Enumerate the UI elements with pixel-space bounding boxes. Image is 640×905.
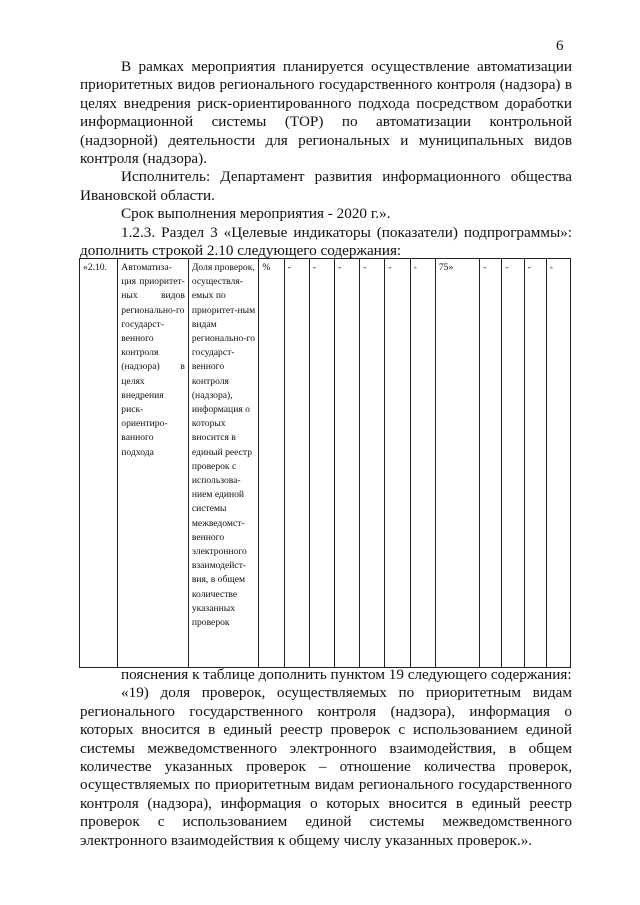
value-cell: -	[502, 259, 524, 668]
paragraph-explanation-intro: пояснения к таблице дополнить пунктом 19 следующего содержания:	[121, 666, 572, 683]
indicator-name-cell: Доля проверок, осуществля-емых по приоритет-ным видам регионально-го государст-венного контроля (надзора), информация о которых вносится в единый реестр проверок с использова-нием единой системы межведомст-венного электронного взаимодейст-вия, в общем количестве указанных проверок	[188, 259, 259, 668]
paragraph-section-3: 1.2.3. Раздел 3 «Целевые индикаторы (показатели) подпрограммы»: дополнить строкой 2.10 следующего содержания:	[80, 223, 572, 260]
top-text-block	[80, 58, 572, 260]
value-cell: -	[385, 259, 410, 668]
measure-name-cell: Автоматиза-ция приоритет-ных видов регионально-го государст-венного контроля (надзора) в целях внедрения риск-ориентиро-ванного подхода	[118, 259, 189, 668]
unit-cell: %	[259, 259, 284, 668]
value-cell: -	[309, 259, 334, 668]
bottom-text-block	[80, 666, 572, 850]
paragraph-automation-plan: В рамках мероприятия планируется осуществление автоматизации приоритетных видов регионального государственного контроля (надзора) в целях внедрения риск-ориентированного подхода посредством доработки информационной системы (ТОР) по автоматизации контрольной (надзорной) деятельности для региональных и муниципальных видов контроля (надзора).	[80, 58, 572, 168]
value-cell: 75»	[435, 259, 479, 668]
paragraph-item-19: «19) доля проверок, осуществляемых по приоритетным видам регионального государственного контроля (надзора), информация о которых вносится в единый реестр проверок с использованием единой системы межведомственного электронного взаимодействия, в общем количестве указанных проверок – отношение количества проверок, осуществляемых по приоритетным видам регионального государственного контроля (надзора), информация о которых вносится в единый реестр проверок с использованием единой системы межведомственного электронного взаимодействия к общему числу указанных проверок.».	[80, 684, 572, 849]
paragraph-executor: Исполнитель: Департамент развития информационного общества Ивановской области.	[80, 168, 572, 204]
indicators-table	[79, 258, 571, 668]
value-cell: -	[410, 259, 435, 668]
value-cell: -	[524, 259, 546, 668]
value-cell: -	[546, 259, 570, 668]
row-number-cell: «2.10.	[80, 259, 118, 668]
paragraph-deadline: Срок выполнения мероприятия - 2020 г.».	[121, 205, 391, 223]
value-cell: -	[335, 259, 360, 668]
value-cell: -	[360, 259, 385, 668]
table-row	[80, 259, 571, 668]
page-number: 6	[556, 38, 564, 54]
value-cell: -	[480, 259, 502, 668]
value-cell: -	[284, 259, 309, 668]
